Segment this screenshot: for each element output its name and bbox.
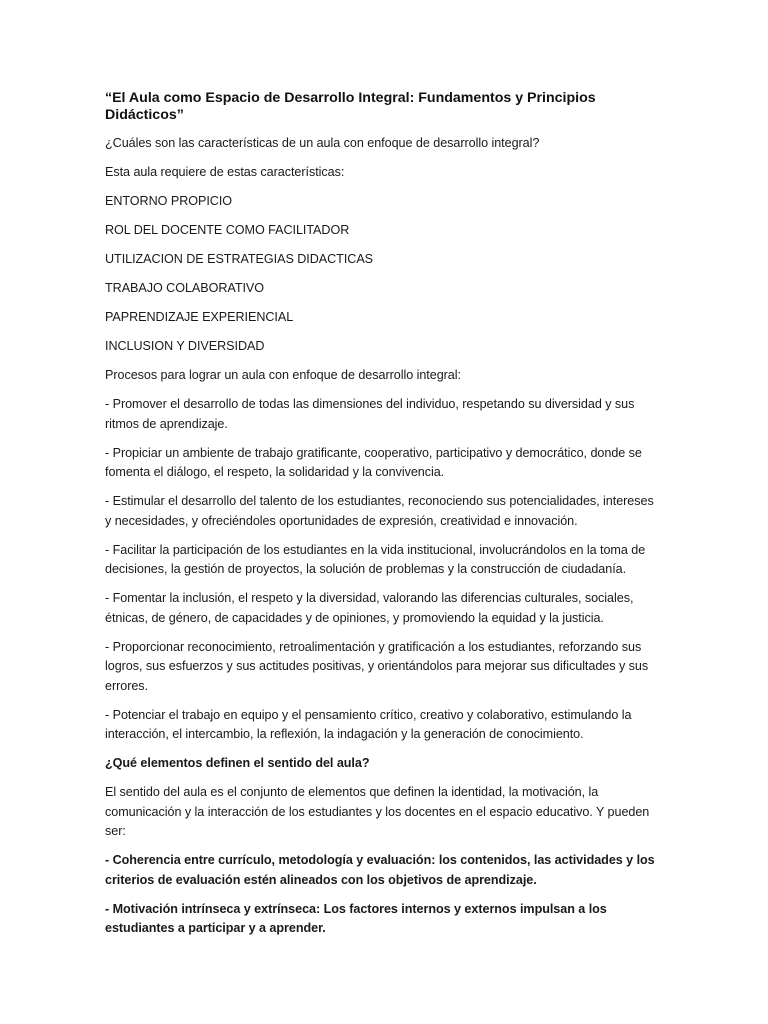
process-item: - Proporcionar reconocimiento, retroalimentación y gratificación a los estudiantes, reforzando sus logros, sus esfuerzos y sus actitudes positivas, y orientándolos para mejorar sus dificultades y sus errores. [105,639,649,693]
characteristic-item: UTILIZACION DE ESTRATEGIAS DIDACTICAS [105,252,374,266]
process-item: - Promover el desarrollo de todas las dimensiones del individuo, respetando su diversidad y sus ritmos de aprendizaje. [105,397,635,431]
process-item: - Facilitar la participación de los estudiantes en la vida institucional, involucrándolos en la toma de decisiones, la gestión de proyectos, la solución de problemas y la construcción de ciudadanía. [105,542,646,576]
process-item: - Fomentar la inclusión, el respeto y la diversidad, valorando las diferencias culturales, sociales, étnicas, de género, de capacidades y de opiniones, y promoviendo la equidad y la justicia. [105,591,634,625]
process-item: - Estimular el desarrollo del talento de los estudiantes, reconociendo sus potencialidades, intereses y necesidades, y ofreciéndoles oportunidades de expresión, creatividad e innovación. [105,494,654,528]
sense-paragraph: El sentido del aula es el conjunto de elementos que definen la identidad, la motivación, la comunicación y la interacción de los estudiantes y los docentes en el espacio educativo. Y pueden ser: [105,785,650,838]
element-item: - Coherencia entre currículo, metodología y evaluación: los contenidos, las actividades y los criterios de evaluación estén alineados con los objetivos de aprendizaje. [105,853,655,887]
process-item: - Potenciar el trabajo en equipo y el pensamiento crítico, creativo y colaborativo, estimulando la interacción, el intercambio, la reflexión, la indagación y la generación de conocimiento. [105,707,632,741]
element-item: - Motivación intrínseca y extrínseca: Los factores internos y externos impulsan a los estudiantes a participar y a aprender. [105,901,607,935]
document-page [105,90,660,948]
question-characteristics: ¿Cuáles son las características de un aula con enfoque de desarrollo integral? [105,136,540,150]
question-sense: ¿Qué elementos definen el sentido del aula? [105,756,370,770]
characteristic-item: PAPRENDIZAJE EXPERIENCIAL [105,310,294,324]
processes-heading: Procesos para lograr un aula con enfoque de desarrollo integral: [105,368,461,382]
intro-paragraph: Esta aula requiere de estas características: [105,165,345,179]
characteristic-item: TRABAJO COLABORATIVO [105,281,265,295]
characteristic-item: INCLUSION Y DIVERSIDAD [105,339,265,353]
characteristic-item: ENTORNO PROPICIO [105,194,233,208]
document-title: “El Aula como Espacio de Desarrollo Integral: Fundamentos y Principios Didácticos” [105,90,596,123]
process-item: - Propiciar un ambiente de trabajo gratificante, cooperativo, participativo y democrático, donde se fomenta el diálogo, el respeto, la solidaridad y la convivencia. [105,445,642,479]
characteristic-item: ROL DEL DOCENTE COMO FACILITADOR [105,223,350,237]
